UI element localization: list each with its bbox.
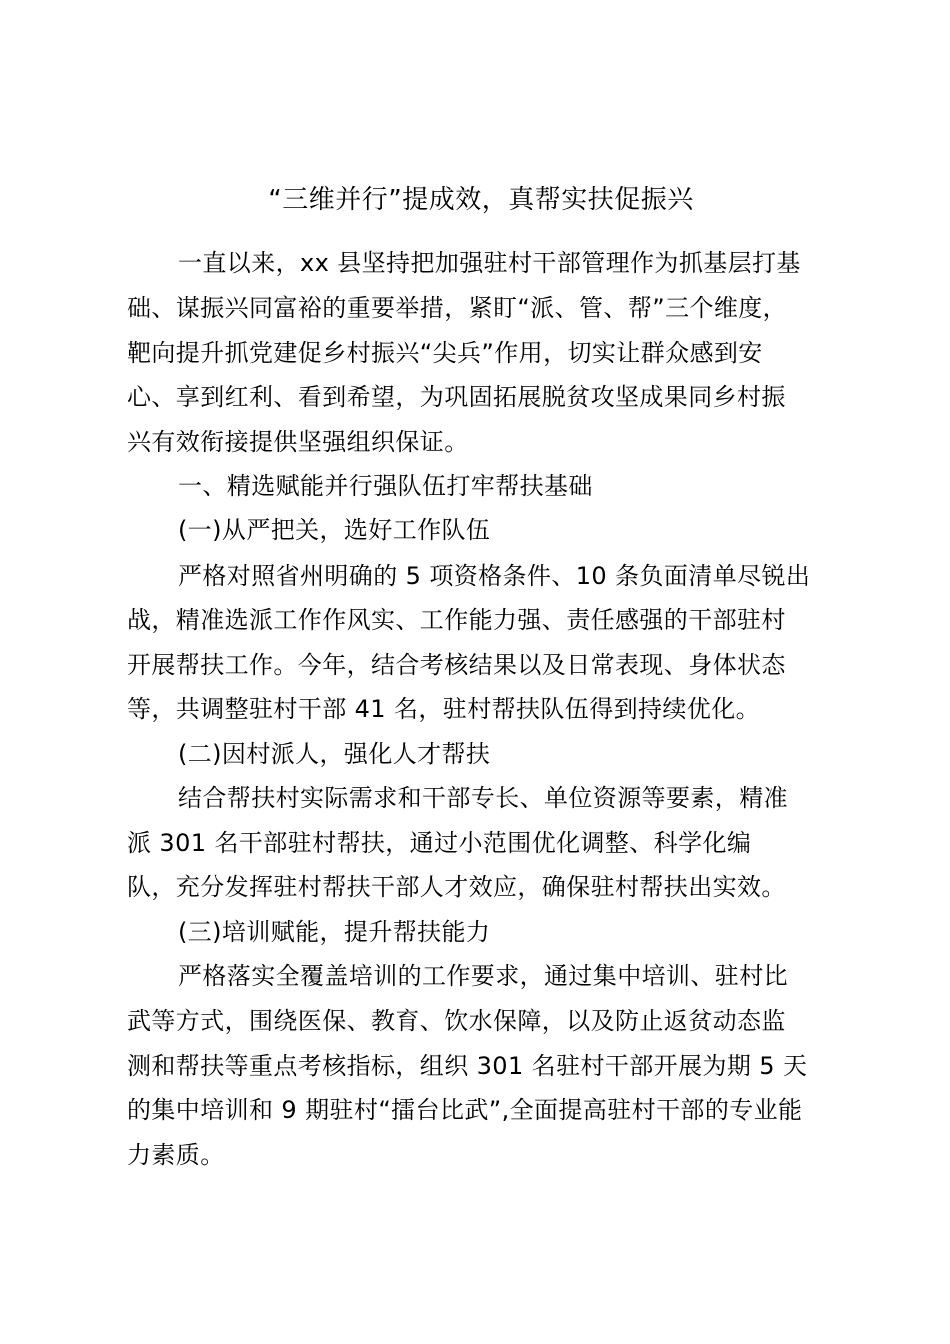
paragraph-line: 派 301 名干部驻村帮扶，通过小范围优化调整、科学化编 [127, 829, 752, 857]
paragraph-line: 武等方式，围绕医保、教育、饮水保障，以及防止返贫动态监 [127, 1007, 786, 1035]
paragraph-line: 等，共调整驻村干部 41 名，驻村帮扶队伍得到持续优化。 [127, 695, 760, 723]
paragraph-line: 严格对照省州明确的 5 项资格条件、10 条负面清单尽锐出 [178, 562, 811, 590]
paragraph-line: 测和帮扶等重点考核指标，组织 301 名驻村干部开展为期 5 天 [127, 1052, 808, 1080]
paragraph-line: 结合帮扶村实际需求和干部专长、单位资源等要素，精准 [178, 784, 788, 812]
intro-line: 础、谋振兴同富裕的重要举措，紧盯“派、管、帮”三个维度， [127, 294, 788, 322]
paragraph-line: 力素质。 [127, 1141, 225, 1169]
subsection-heading: (一)从严把关，选好工作队伍 [178, 516, 491, 544]
intro-line: 心、享到红利、看到希望，为巩固拓展脱贫攻坚成果同乡村振 [127, 383, 786, 411]
paragraph-line: 的集中培训和 9 期驻村“擂台比武”,全面提高驻村干部的专业能 [127, 1096, 803, 1124]
intro-line: 一直以来，xx 县坚持把加强驻村干部管理作为抓基层打基 [178, 249, 801, 277]
paragraph-line: 战，精准选派工作作风实、工作能力强、责任感强的干部驻村 [127, 606, 786, 634]
subsection-heading: (二)因村派人，强化人才帮扶 [178, 740, 491, 768]
paragraph-line: 严格落实全覆盖培训的工作要求，通过集中培训、驻村比 [178, 962, 788, 990]
paragraph-line: 开展帮扶工作。今年，结合考核结果以及日常表现、身体状态 [127, 651, 786, 679]
paragraph-line: 队，充分发挥驻村帮扶干部人才效应，确保驻村帮扶出实效。 [127, 873, 786, 901]
document-title: “三维并行”提成效，真帮实扶促振兴 [268, 185, 694, 215]
section-heading: 一、精选赋能并行强队伍打牢帮扶基础 [178, 472, 593, 500]
intro-line: 靶向提升抓党建促乡村振兴“尖兵”作用，切实让群众感到安 [127, 339, 763, 367]
intro-line: 兴有效衔接提供坚强组织保证。 [127, 428, 469, 456]
subsection-heading: (三)培训赋能，提升帮扶能力 [178, 918, 491, 946]
